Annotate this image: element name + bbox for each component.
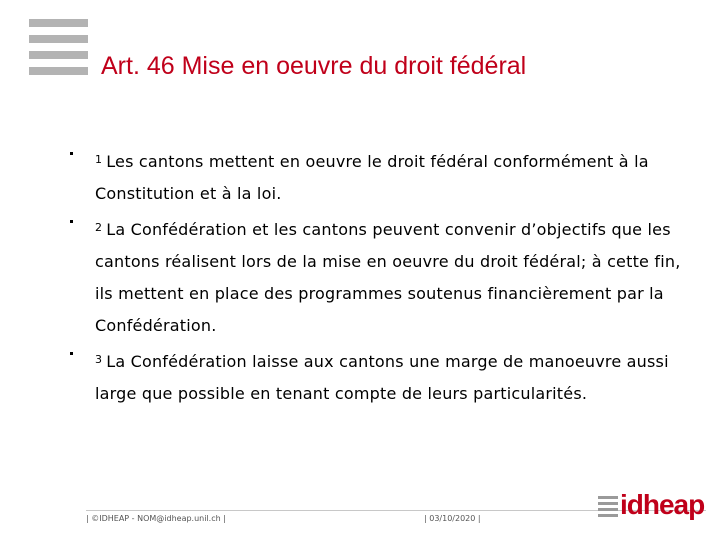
idheap-logo [598, 489, 705, 521]
paragraph-text: La Confédération laisse aux cantons une marge de manoeuvre aussi large que possible en tenant compte de leurs particularités. [95, 352, 669, 403]
paragraph [95, 212, 700, 342]
paragraph [95, 144, 700, 210]
bullet-icon [70, 352, 73, 355]
menu-bars-logo-icon [29, 19, 88, 75]
paragraph-number: 3 [95, 353, 103, 366]
paragraph-item-1 [60, 144, 700, 210]
idheap-logo-word: idheap [620, 489, 705, 520]
paragraph-item-2 [60, 212, 700, 342]
paragraph-number: 1 [95, 153, 103, 166]
paragraph [95, 344, 700, 410]
page-title: Art. 46 Mise en oeuvre du droit fédéral [101, 52, 527, 80]
article-body [60, 144, 700, 410]
paragraph-text: Les cantons mettent en oeuvre le droit fédéral conformément à la Constitution et à la loi. [95, 152, 649, 203]
footer-date: | 03/10/2020 | [424, 514, 481, 523]
bullet-icon [70, 220, 73, 223]
paragraph-item-3 [60, 344, 700, 410]
idheap-lines-icon [598, 496, 618, 516]
paragraph-number: 2 [95, 221, 103, 234]
footer-contact: | ©IDHEAP - NOM@idheap.unil.ch | [86, 514, 226, 523]
paragraph-text: La Confédération et les cantons peuvent convenir d’objectifs que les cantons réalisent lors de la mise en oeuvre du droit fédéral; à cette fin, ils mettent en place des programmes soutenus financièrement par la Confédération. [95, 220, 681, 335]
bullet-icon [70, 152, 73, 155]
